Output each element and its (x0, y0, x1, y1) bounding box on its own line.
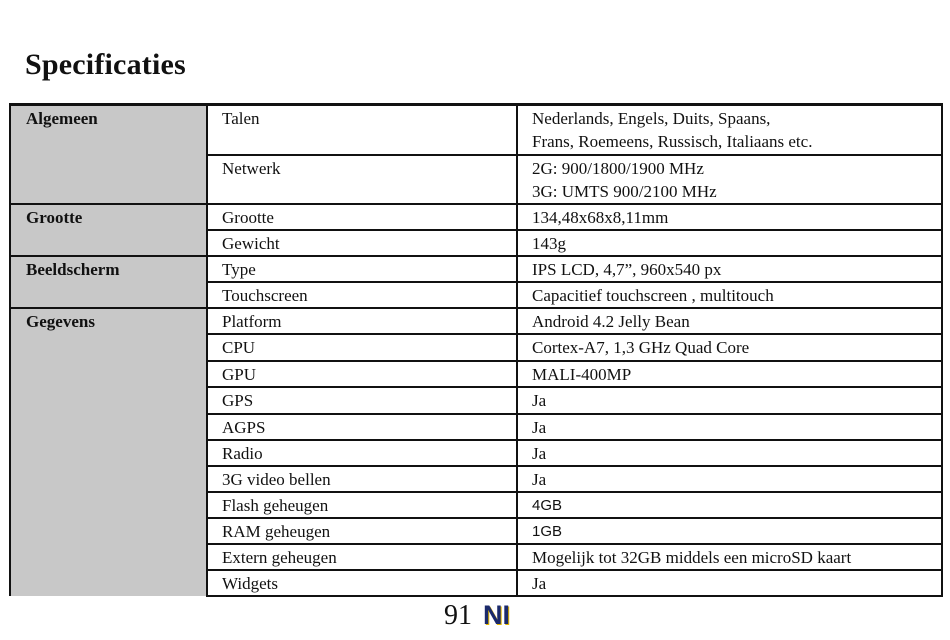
table-row (10, 361, 942, 387)
value-cell (517, 387, 942, 414)
property-cell: Talen (207, 105, 517, 155)
table-row (10, 492, 942, 518)
property-cell: Widgets (207, 570, 517, 596)
value-line: Cortex-A7, 1,3 GHz Quad Core (532, 337, 750, 357)
property-cell: GPU (207, 361, 517, 387)
property-cell: Type (207, 256, 517, 282)
table-row (10, 387, 942, 414)
value-cell (517, 492, 942, 518)
page-footer (444, 600, 510, 632)
category-cell: Gegevens (10, 308, 207, 334)
property-cell: GPS (207, 387, 517, 414)
table-row (10, 570, 942, 596)
table-row (10, 204, 942, 230)
value-line: IPS LCD, 4,7”, 960x540 px (532, 259, 722, 279)
category-cell-empty (10, 544, 207, 570)
table-row (10, 155, 942, 204)
value-line: Frans, Roemeens, Russisch, Italiaans etc. (532, 132, 813, 151)
table-row (10, 334, 942, 361)
value-line: Ja (532, 469, 547, 489)
value-line: Capacitief touchscreen , multitouch (532, 285, 774, 305)
value-cell (517, 466, 942, 492)
language-badge: NI (483, 600, 510, 630)
category-cell-empty (10, 155, 207, 204)
value-cell (517, 570, 942, 596)
value-line: 134,48x68x8,11mm (532, 207, 669, 227)
value-line: Ja (532, 573, 547, 593)
value-line: Android 4.2 Jelly Bean (532, 311, 690, 331)
value-line: MALI-400MP (532, 364, 632, 384)
property-cell: Radio (207, 440, 517, 466)
property-cell: Flash geheugen (207, 492, 517, 518)
property-cell: AGPS (207, 414, 517, 440)
value-cell (517, 256, 942, 282)
value-line: Nederlands, Engels, Duits, Spaans, (532, 109, 771, 128)
table-row (10, 518, 942, 544)
category-cell-empty (10, 570, 207, 596)
table-row (10, 105, 942, 155)
category-cell-empty (10, 440, 207, 466)
page-number: 91 (444, 600, 472, 631)
table-row (10, 544, 942, 570)
category-cell-empty (10, 387, 207, 414)
specifications-table (9, 103, 943, 597)
category-cell-empty (10, 334, 207, 361)
category-cell: Beeldscherm (10, 256, 207, 282)
value-cell (517, 155, 942, 204)
value-cell (517, 414, 942, 440)
specifications-table-body (10, 105, 942, 596)
value-line: 3G: UMTS 900/2100 MHz (532, 181, 717, 201)
table-row (10, 466, 942, 492)
category-cell-empty (10, 492, 207, 518)
value-line: Ja (532, 443, 547, 463)
category-cell: Algemeen (10, 105, 207, 155)
value-cell (517, 308, 942, 334)
value-cell (517, 544, 942, 570)
property-cell: RAM geheugen (207, 518, 517, 544)
page-title: Specificaties (25, 48, 186, 81)
value-cell (517, 440, 942, 466)
value-cell (517, 105, 942, 155)
value-line: 143g (532, 233, 566, 253)
table-row (10, 440, 942, 466)
value-cell (517, 204, 942, 230)
category-cell: Grootte (10, 204, 207, 230)
property-cell: CPU (207, 334, 517, 361)
value-cell (517, 282, 942, 308)
value-cell (517, 334, 942, 361)
category-cell-empty (10, 361, 207, 387)
category-cell-empty (10, 230, 207, 256)
property-cell: Netwerk (207, 155, 517, 204)
value-line: Ja (532, 417, 547, 437)
value-cell (517, 230, 942, 256)
property-cell: Platform (207, 308, 517, 334)
category-cell-empty (10, 518, 207, 544)
table-row (10, 282, 942, 308)
property-cell: 3G video bellen (207, 466, 517, 492)
table-row (10, 230, 942, 256)
value-line: Ja (532, 390, 547, 410)
value-line: 2G: 900/1800/1900 MHz (532, 158, 704, 178)
table-row (10, 256, 942, 282)
value-line: 1GB (532, 522, 563, 540)
value-line: 4GB (532, 496, 563, 514)
value-cell (517, 361, 942, 387)
value-cell (517, 518, 942, 544)
property-cell: Grootte (207, 204, 517, 230)
table-row (10, 308, 942, 334)
property-cell: Touchscreen (207, 282, 517, 308)
property-cell: Extern geheugen (207, 544, 517, 570)
category-cell-empty (10, 466, 207, 492)
property-cell: Gewicht (207, 230, 517, 256)
category-cell-empty (10, 282, 207, 308)
table-row (10, 414, 942, 440)
value-line: Mogelijk tot 32GB middels een microSD kaart (532, 547, 852, 567)
category-cell-empty (10, 414, 207, 440)
